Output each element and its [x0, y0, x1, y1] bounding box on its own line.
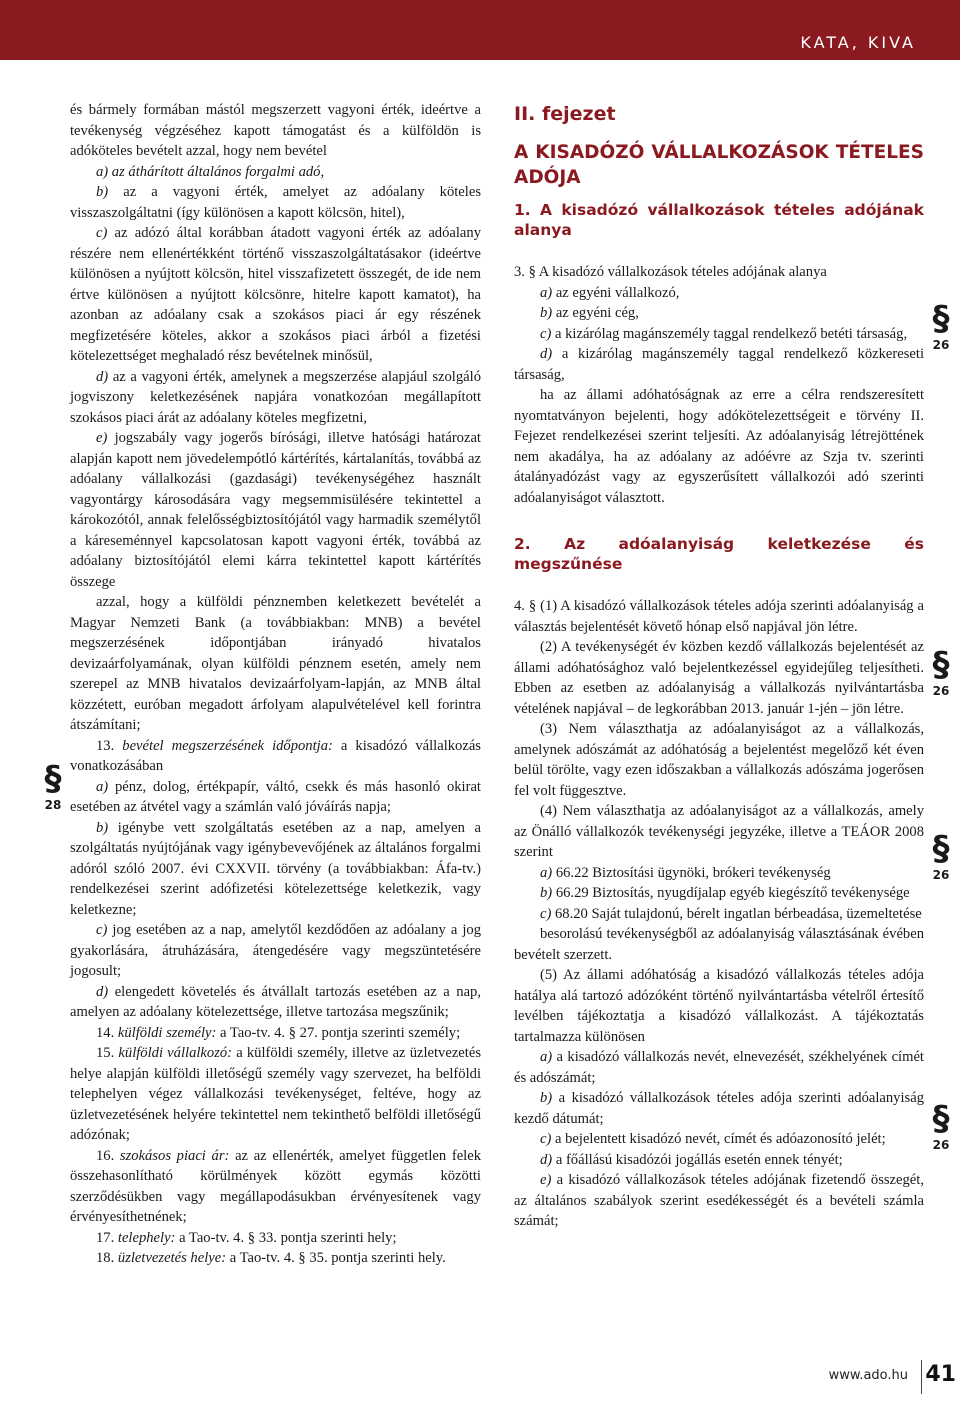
paragraph-mark-26: § 26	[926, 300, 956, 352]
section2-paragraph: e) a kisadózó vállalkozások tételes adójának fizetendő összegét, az általános szabályok szerint esedékességét és a bevételi számla számát;	[514, 1172, 924, 1229]
section2-paragraph: 4. § (1) A kisadózó vállalkozások tételes adója szerinti adóalanyiság a választás bejelentését követő hónap első napjával jön létre.	[514, 598, 924, 635]
section2-paragraph: a) a kisadózó vállalkozás nevét, elnevezését, székhelyének címét és adószámát;	[514, 1049, 924, 1086]
paragraph-mark-26: § 26	[926, 1100, 956, 1152]
left-column	[70, 100, 481, 1269]
section1-paragraph: d) a kizárólag magánszemély taggal rendelkező közkereseti társaság,	[514, 346, 924, 383]
section2-paragraph: b) 66.29 Biztosítás, nyugdíjalap egyéb kiegészítő tevékenysége	[540, 885, 910, 901]
body-paragraph: 14. külföldi személy: a Tao-tv. 4. § 27. pontja szerinti személy;	[96, 1024, 461, 1041]
section2-paragraph: b) a kisadózó vállalkozások tételes adója szerinti adóalanyiság kezdő dátumát;	[514, 1090, 924, 1127]
paragraph-mark-26: § 26	[926, 830, 956, 882]
footer-url[interactable]: www.ado.hu	[828, 1368, 908, 1383]
section2-paragraph: d) a főállású kisadózói jogállás esetén ennek tényét;	[540, 1151, 843, 1168]
section2-title: 2. Az adóalanyiság keletkezése és megszűnése	[514, 535, 924, 573]
section1-title: 1. A kisadózó vállalkozások tételes adójának alanya	[514, 201, 924, 239]
body-paragraph: c) jog esetében az a nap, amelytől kezdődően az adóalany a jog gyakorlására, átruházására, átengedésére vagy megszüntetésére jogosult;	[70, 922, 481, 979]
section-sign-icon: §	[932, 1099, 950, 1139]
body-paragraph: 15. külföldi vállalkozó: a külföldi személy, illetve az üzletvezetés helye alapján külföldi illetőségű személy vagy szervezet, ha belföldi telephelyen végez vállalkozási tevékenységet, feltéve, hogy az üzletvezetésének helyére tekintettel nem tekinthető belföldi illetőségű adózónak;	[70, 1045, 481, 1143]
body-paragraph: a) az áthárított általános forgalmi adó,	[96, 163, 325, 180]
section2-paragraph: c) a bejelentett kisadózó nevét, címét és adóazonosító jelét;	[540, 1131, 886, 1147]
body-paragraph: és bármely formában mástól megszerzett vagyoni érték, ideértve a tevékenység végzéséhez kapott támogatást és a külföldön is adóköteles bevételt azzal, hogy nem bevétel	[70, 102, 481, 159]
body-paragraph: b) az a vagyoni érték, amelyet az adóalany köteles visszaszolgáltatni (így különösen a kapott kölcsön, hitel),	[70, 184, 481, 221]
body-paragraph: 16. szokásos piaci ár: az az ellenérték, amelyet független felek összehasonlítható körülmények között egymás közötti szerződésükben vagy megállapodásukban érvényesítenek vagy érvényesíthetnének;	[70, 1147, 482, 1225]
section2-paragraph: besorolású tevékenységből az adóalanyiság választásának évében bevételt szerzett.	[514, 926, 924, 963]
header-bar	[0, 0, 960, 60]
section2-paragraph: c) 68.20 Saját tulajdonú, bérelt ingatlan bérbeadása, üzemeltetése	[540, 905, 922, 922]
section1-paragraph: ha az állami adóhatóságnak az erre a célra rendszeresített nyomtatványon bejelenti, hogy adókötelezettségeit e törvény II. Fejezet rendelkezései szerint teljesíti. Az adóalanyiság létrejöttének nem akadálya, ha az adóalany az adóévre az Szja tv. szerinti átalányadózást vagy az egyszerűsített vállalkozói adó szerinti adóalanyiságot választott.	[514, 387, 924, 506]
chapter-title: A KISADÓZÓ VÁLLALKOZÁSOK TÉTELES ADÓJA	[514, 142, 924, 188]
right-column	[514, 100, 924, 1232]
body-paragraph: a) pénz, dolog, értékpapír, váltó, csekk és más hasonló okirat esetében az átvétel vagy a számlán való jóváírás napja;	[70, 778, 481, 815]
header-label: KATA, KIVA	[800, 33, 916, 52]
body-paragraph: d) elengedett követelés és átvállalt tartozás esetében az a nap, amelyen az adóalany kötelezettsége, illetve tartozása megszűnik;	[70, 983, 481, 1020]
body-paragraph: 17. telephely: a Tao-tv. 4. § 33. pontja szerinti hely;	[96, 1229, 397, 1246]
section2-paragraph: (5) Az állami adóhatóság a kisadózó vállalkozás tételes adója hatálya alá tartozó adózóként történő nyilvántartásba vételről értesítő levélben tájékoztatja a kisadózó vállalkozást. A tájékoztatás tartalmazza különösen	[514, 967, 924, 1045]
body-paragraph: b) igénybe vett szolgáltatás esetében az a nap, amelyen a szolgáltatás nyújtójának vagy igénybevevőjének az általános forgalmi adóról szóló 2007. évi CXXVII. törvény (a továbbiakban: Áfa-tv.) rendelkezései szerint adófizetési kötelezettsége keletkezik, vagy keletkezne;	[70, 819, 481, 918]
section2-paragraph: a) 66.22 Biztosítási ügynöki, brókeri tevékenység	[540, 864, 831, 881]
section1-paragraph: c) a kizárólag magánszemély taggal rendelkező betéti társaság,	[540, 325, 908, 342]
section1-paragraph: 3. § A kisadózó vállalkozások tételes adójának alanya	[514, 264, 827, 280]
body-paragraph: d) az a vagyoni érték, amelynek a megszerzése alapjául szolgáló jogviszony keletkezésének napjára vonatkozóan megállapított szokásos piaci árát az adóalany köteles megfizetni,	[70, 368, 481, 426]
paragraph-mark-26: § 26	[926, 646, 956, 698]
paragraph-mark-28: § 28	[38, 760, 68, 812]
section1-body	[514, 262, 924, 508]
section1-paragraph: b) az egyéni cég,	[540, 305, 639, 321]
section2-paragraph: (4) Nem választhatja az adóalanyiságot az a vállalkozás, amely az Önálló vállalkozók tevékenységi jegyzéke, illetve a TEÁOR 2008 szerint	[514, 803, 924, 860]
section1-paragraph: a) az egyéni vállalkozó,	[540, 284, 680, 301]
section-sign-icon: §	[932, 645, 950, 685]
body-paragraph: azzal, hogy a külföldi pénznemben keletkezett bevételét a Magyar Nemzeti Bank (a továbbiakban: MNB) a bevétel megszerzésének időpontjában irányadó hivatalos devizaárfolyamának, olyan külföldi pénznem esetén, amely nem szerepel az MNB hivatalos devizaárfolyam-lapján, az MNB által közzétett, euróban megadott árfolyam alapulvételével kell forintra átszámítani;	[70, 594, 481, 733]
section-sign-icon: §	[932, 299, 950, 339]
section2-body	[514, 596, 924, 1232]
section-sign-icon: §	[44, 759, 62, 799]
section2-paragraph: (2) A tevékenységét év közben kezdő vállalkozás bejelentését az állami adóhatósághoz való bejelentkezéssel egyidejűleg teljesítheti. Ebben az esetben az adóalanyiság a vállalkozás nyilvántartásba vételének napjával – de legkorábban 2013. január 1-jén – jön létre.	[514, 639, 924, 717]
footer-divider	[921, 1360, 922, 1394]
body-paragraph: c) az adózó által korábban átadott vagyoni érték az adóalany részére nem ellenértékként történő visszaszolgáltatásakor (ideértve különösen a nyújtott kölcsön, hitel visszafizetett összegét, de ide nem értve különösen a nyújtott kölcsönre, hitelre kapott kamatot), ha azonban az adóalany csak a szokásos piaci ár egy részének megfizetésére köteles, akkor a szokásos piaci árból a fizetési kötelezettséget meghaladó rész bevételnek minősül,	[70, 225, 481, 364]
body-paragraph: 18. üzletvezetés helye: a Tao-tv. 4. § 35. pontja szerinti hely.	[96, 1250, 446, 1266]
chapter-heading: II. fejezet	[514, 103, 616, 125]
body-paragraph: e) jogszabály vagy jogerős bírósági, illetve hatósági határozat alapján kapott nem jövedelempótló kártérítés, kártalanítás, továbbá az adóalany vállalkozási (gazdasági) tevékenységéhez használt vagyontárgy károsodására vagy megsemmisülésére tekintettel a károkozótól, annak felelősségbiztosítójától vagy harmadik személytől a káreseménnyel kapcsolatosan kapott vagyoni érték, továbbá az adóalany biztosítójától elemi kárra tekintettel kapott kártérítés összege	[70, 430, 481, 590]
body-paragraph: 13. bevétel megszerzésének időpontja: a kisadózó vállalkozás vonatkozásában	[70, 737, 481, 774]
section-sign-icon: §	[932, 829, 950, 869]
page-number: 41	[925, 1362, 956, 1387]
section2-paragraph: (3) Nem választhatja az adóalanyiságot az a vállalkozás, amelynek adószámát az adóhatóság a bejelentést megelőző két éven belül törölte, vagy ezen időszakban a vállalkozás adószáma jogerősen fel volt függesztve.	[514, 721, 924, 799]
